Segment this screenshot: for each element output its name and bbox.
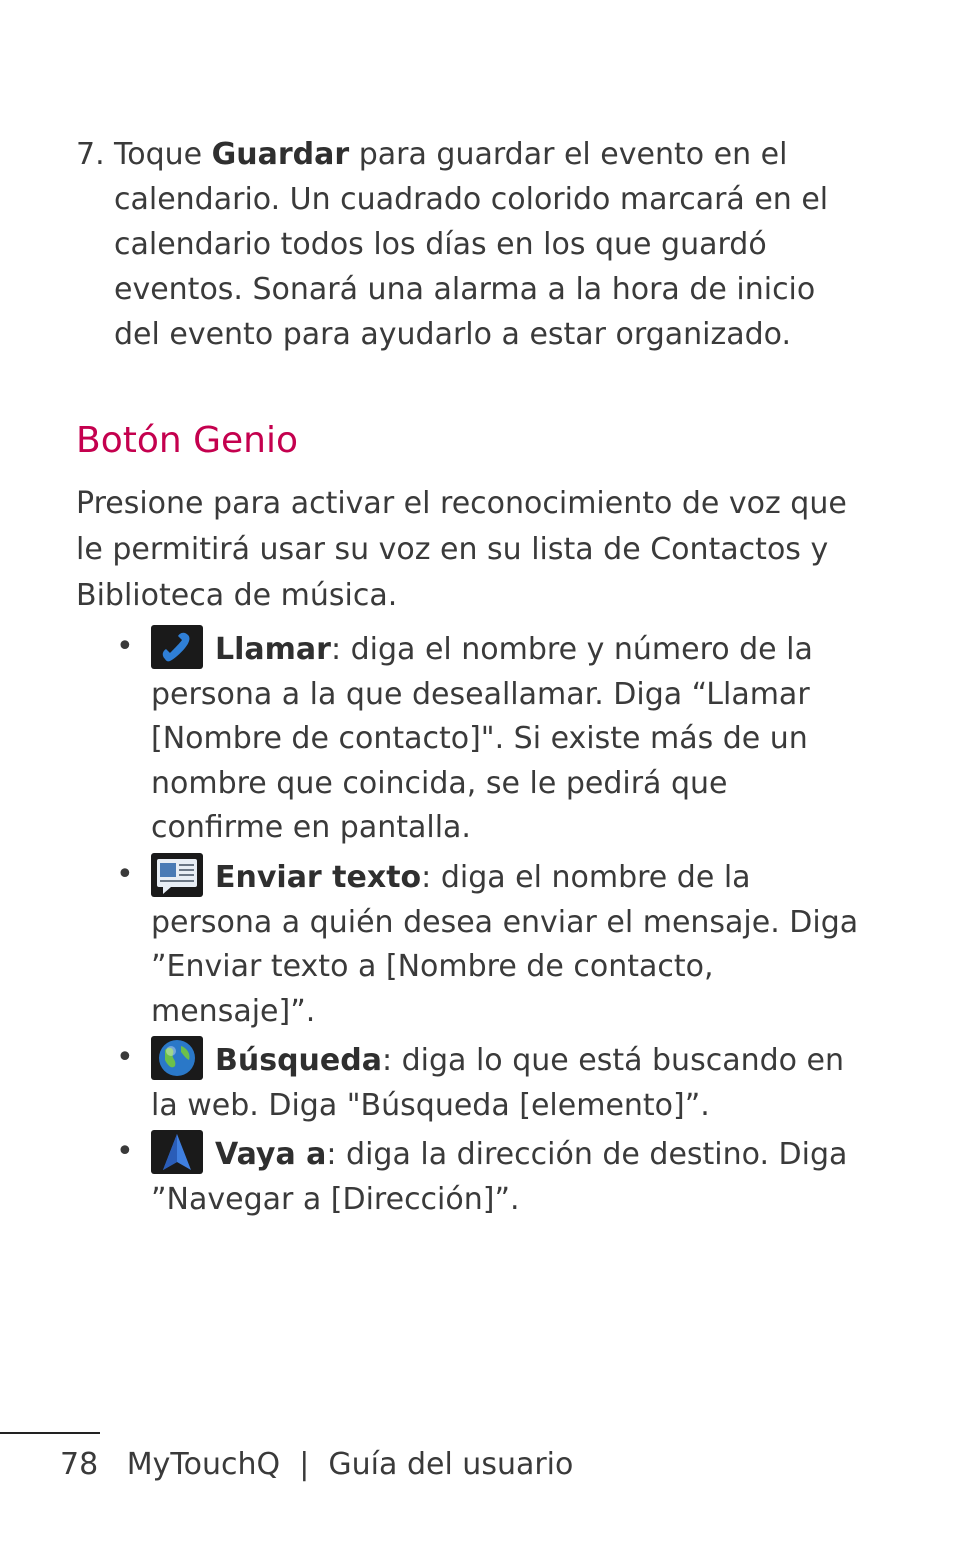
manual-subtitle: Guía del usuario — [328, 1447, 574, 1482]
manual-title: MyTouchQ — [126, 1447, 281, 1482]
step-prefix: Toque — [114, 137, 212, 172]
save-term: Guardar — [211, 137, 350, 172]
footer-separator: | — [299, 1447, 310, 1482]
bullet-dot: • — [116, 629, 134, 664]
step-7 — [76, 132, 866, 357]
list-item-search — [116, 1036, 861, 1128]
navigation-arrow-icon — [151, 1130, 203, 1174]
call-desc: : diga el nombre y número de la persona a la que deseallamar. Diga “Llamar [Nombre de contacto]". Si existe más de un nombre que coincida, se le pedirá que confirme en pantalla. — [151, 632, 813, 845]
bullet-dot: • — [116, 1134, 134, 1169]
navigate-term: Vaya a — [215, 1137, 327, 1172]
list-item-send-text — [116, 853, 861, 1034]
step-number: 7. — [76, 137, 105, 172]
send-text-desc: : diga el nombre de la persona a quién desea enviar el mensaje. Diga ”Enviar texto a [Nombre de contacto, mensaje]”. — [151, 860, 859, 1029]
step-text — [114, 132, 866, 357]
send-text-term: Enviar texto — [215, 860, 422, 895]
bullet-dot: • — [116, 857, 134, 892]
call-term: Llamar — [215, 632, 331, 667]
list-item-navigate — [116, 1130, 861, 1222]
globe-icon — [151, 1036, 203, 1080]
navigate-desc: : diga la dirección de destino. Diga ”Navegar a [Dirección]”. — [151, 1137, 848, 1217]
bullet-dot: • — [116, 1040, 134, 1075]
search-term: Búsqueda — [215, 1043, 382, 1078]
step-rest: para guardar el evento en el calendario. Un cuadrado colorido marcará en el calendario todos los días en los que guardó eventos. Sonará una alarma a la hora de inicio del evento para ayudarlo a estar organizado. — [114, 137, 829, 352]
footer-rule — [0, 1432, 100, 1434]
message-icon — [151, 853, 203, 897]
section-title: Botón Genio — [76, 420, 299, 461]
list-item-call — [116, 625, 861, 851]
page-footer — [60, 1443, 573, 1487]
page-number: 78 — [60, 1447, 99, 1482]
search-desc: : diga lo que está buscando en la web. Diga "Búsqueda [elemento]”. — [151, 1043, 844, 1123]
phone-icon — [151, 625, 203, 669]
section-intro: Presione para activar el reconocimiento de voz que le permitirá usar su voz en su lista de Contactos y Biblioteca de música. — [76, 486, 847, 613]
